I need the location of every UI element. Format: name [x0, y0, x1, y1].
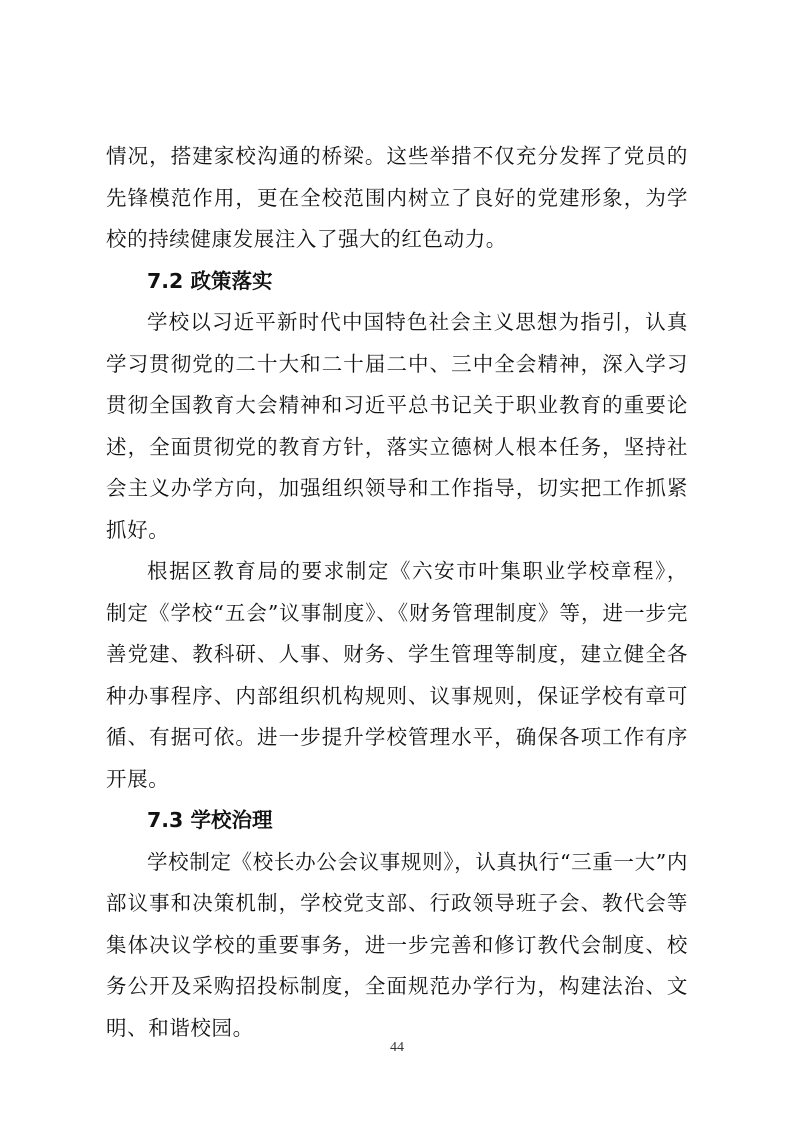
paragraph-line: 抓好。: [106, 517, 170, 542]
paragraph-line: 会主义办学方向，加强组织领导和工作指导，切实把工作抓紧: [106, 476, 688, 500]
paragraph-line: 情况，搭建家校沟通的桥梁。这些举措不仅充分发挥了党员的: [106, 144, 688, 168]
paragraph-line: 根据区教育局的要求制定《六安市叶集职业学校章程》，: [147, 559, 688, 583]
paragraph-line: 种办事程序、内部组织机构规则、议事规则，保证学校有章可: [106, 683, 688, 708]
paragraph-line: 善党建、教科研、人事、财务、学生管理等制度，建立健全各: [106, 642, 688, 666]
paragraph-line: 部议事和决策机制，学校党支部、行政领导班子会、教代会等: [106, 891, 688, 915]
paragraph-line: 制定《学校“五会”议事制度》、《财务管理制度》等，进一步完: [106, 600, 688, 625]
section-heading-policy-implementation: 7.2 政策落实: [147, 268, 273, 293]
paragraph-line: 务公开及采购招投标制度，全面规范办学行为，构建法治、文: [106, 974, 688, 998]
paragraph-line: 学校制定《校长办公会议事规则》，认真执行“三重一大”内: [147, 849, 688, 874]
paragraph-line: 集体决议学校的重要事务，进一步完善和修订教代会制度、校: [106, 932, 688, 957]
document-body: [106, 136, 688, 1049]
page-number: 44: [390, 1040, 404, 1055]
paragraph-line: 述，全面贯彻党的教育方针，落实立德树人根本任务，坚持社: [106, 434, 688, 459]
paragraph-line: 明、和谐校园。: [106, 1015, 254, 1040]
paragraph-line: 贯彻全国教育大会精神和习近平总书记关于职业教育的重要论: [106, 393, 688, 417]
paragraph-line: 学习贯彻党的二十大和二十届二中、三中全会精神，深入学习: [106, 351, 688, 376]
paragraph-line: 循、有据可依。进一步提升学校管理水平，确保各项工作有序: [106, 725, 688, 749]
section-heading-school-governance: 7.3 学校治理: [147, 808, 273, 832]
paragraph-line: 学校以习近平新时代中国特色社会主义思想为指引，认真: [147, 310, 688, 334]
paragraph-line: 开展。: [106, 766, 170, 791]
paragraph-line: 先锋模范作用，更在全校范围内树立了良好的党建形象，为学: [106, 185, 688, 210]
paragraph-line: 校的持续健康发展注入了强大的红色动力。: [106, 227, 507, 251]
